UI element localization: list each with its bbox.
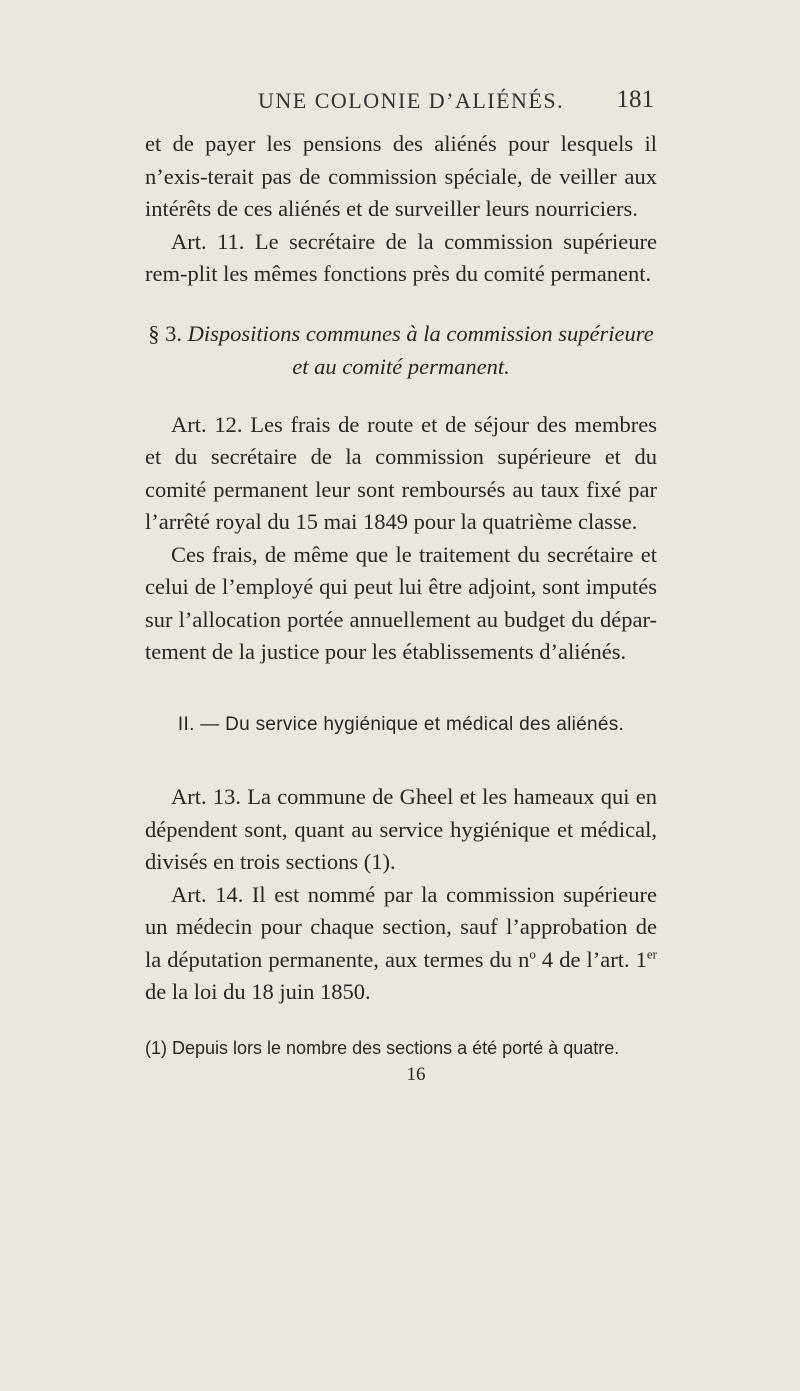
- paragraph-art-12: Art. 12. Les frais de route et de séjour des membres et du secrétaire de la commission supérieure et du comité permanent leur sont remboursés au taux fixé par l’arrêté royal du 15 mai 1849 pour la quatrième classe.: [145, 411, 657, 534]
- art-14-text-a: Art. 14. Il est nommé par la commission supérieure un médecin pour chaque section, sauf l’approbation de la députation permanente, aux termes du n: [145, 881, 657, 972]
- paragraph-art-14: [145, 879, 657, 1009]
- superscript-no: o: [529, 946, 536, 961]
- paragraph-art-11: Art. 11. Le secrétaire de la commission supérieure rem-plit les mêmes fonctions près du comité permanent.: [145, 228, 657, 286]
- art-14-text-c: de la loi du 18 juin 1850.: [145, 979, 371, 1004]
- paragraph-art-13: Art. 13. La commune de Gheel et les hameaux qui en dépendent sont, quant au service hygiénique et médical, divisés en trois sections (1).: [145, 784, 657, 874]
- paragraph-continuation: et de payer les pensions des aliénés pour lesquels il n’exis-terait pas de commission spéciale, de veiller aux intérêts de ces aliénés et de surveiller leurs nourriciers.: [145, 131, 657, 221]
- section-heading: [145, 317, 657, 383]
- footnote: (1) Depuis lors le nombre des sections a été porté à quatre.: [145, 1037, 620, 1058]
- subsection-title: II. — Du service hygiénique et médical des aliénés.: [177, 713, 625, 735]
- body-text: [145, 128, 657, 1087]
- section-symbol: § 3.: [148, 320, 183, 346]
- art-14-text-b: 4 de l’art. 1: [535, 946, 647, 972]
- section-title: Dispositions communes à la commission supérieure et au comité permanent.: [187, 320, 654, 379]
- paragraph-costs: Ces frais, de même que le traitement du secrétaire et celui de l’employé qui peut lui être adjoint, sont imputés sur l’allocation portée annuellement au budget du dépar-tement de la justice pour les établissements d’aliénés.: [145, 541, 657, 664]
- running-title: UNE COLONIE D’ALIÉNÉS.: [258, 88, 565, 113]
- page-number: 181: [616, 86, 654, 113]
- superscript-er: er: [646, 946, 657, 961]
- signature-mark: 16: [406, 1063, 426, 1085]
